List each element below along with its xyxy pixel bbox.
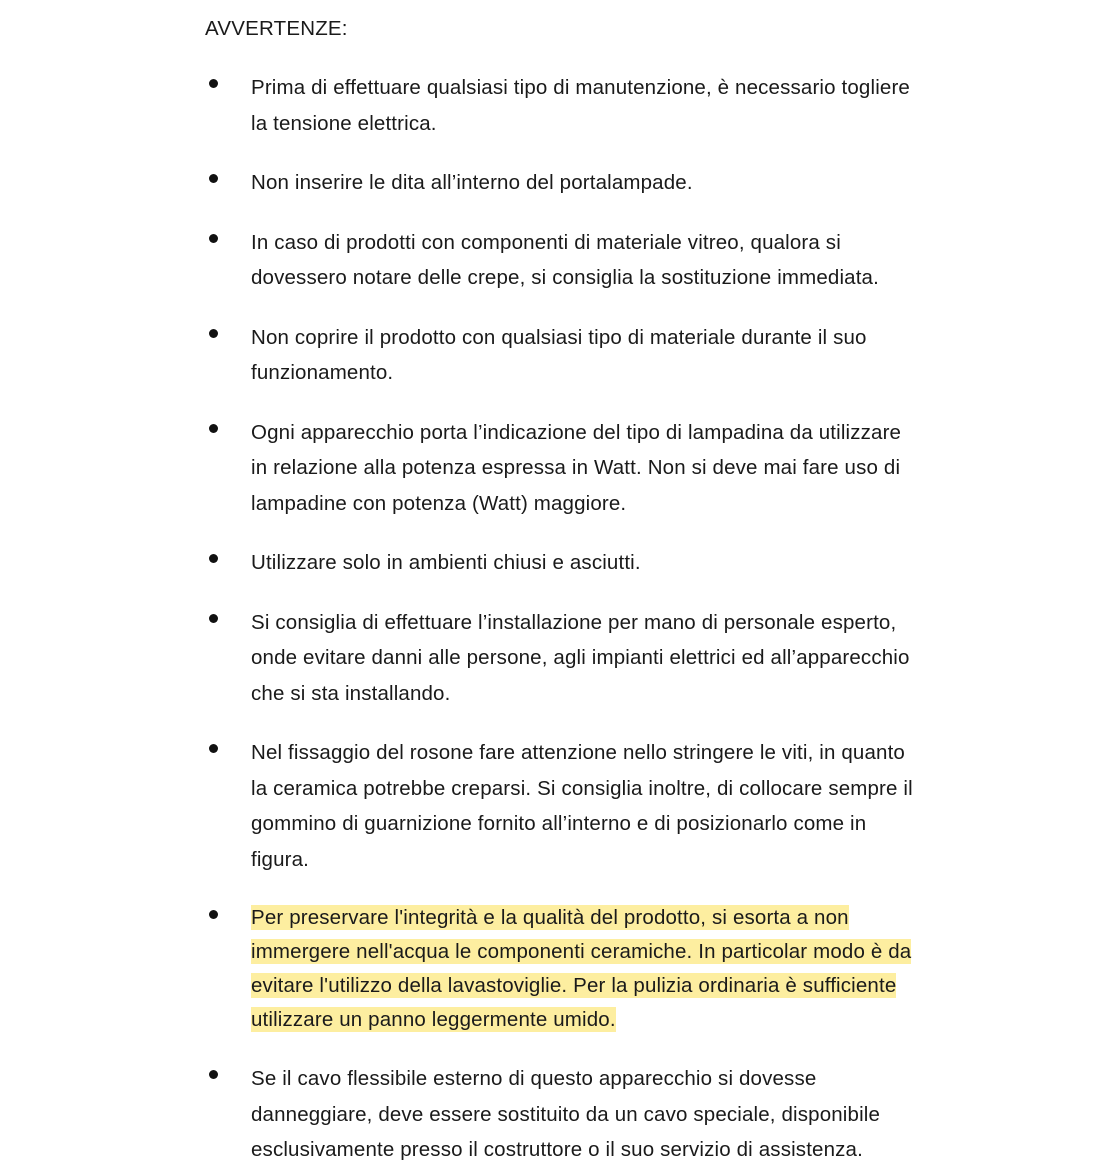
bullet-icon [209,174,218,183]
list-item [205,735,915,877]
list-item-text: Nel fissaggio del rosone fare attenzione nello stringere le viti, in quanto la ceramica potrebbe creparsi. Si consiglia inoltre, di collocare sempre il gommino di guarnizione fornito all’interno e di posizionarlo come in figura. [251,741,913,871]
list-item-text: Se il cavo flessibile esterno di questo apparecchio si dovesse danneggiare, deve essere sostituito da un cavo speciale, disponibile esclusivamente presso il costruttore o il suo servizio di assistenza. [251,1067,881,1161]
list-item [205,605,915,712]
list-item [205,1061,915,1168]
document-body [205,14,915,1168]
list-item-text: Prima di effettuare qualsiasi tipo di manutenzione, è necessario togliere la tensione elettrica. [251,76,910,135]
bullet-icon [209,329,218,338]
list-item [205,415,915,522]
bullet-icon [209,554,218,563]
list-item-text: In caso di prodotti con componenti di materiale vitreo, qualora si dovessero notare delle crepe, si consiglia la sostituzione immediata. [251,230,879,289]
bullet-icon [209,424,218,433]
bullet-icon [209,234,218,243]
list-item-text: Ogni apparecchio porta l’indicazione del tipo di lampadina da utilizzare in relazione alla potenza espressa in Watt. Non si deve mai fare uso di lampadine con potenza (Watt) maggiore. [251,420,902,515]
bullet-icon [209,1070,218,1079]
list-item-text [251,901,915,1037]
list-item-text: Non coprire il prodotto con qualsiasi tipo di materiale durante il suo funzionamento. [251,325,867,384]
bullet-icon [209,614,218,623]
list-item-text: Non inserire le dita all’interno del portalampade. [251,171,693,194]
bullet-icon [209,79,218,88]
list-item [205,225,915,296]
bullet-icon [209,744,218,753]
page-title: AVVERTENZE: [205,17,348,40]
list-item-text: Utilizzare solo in ambienti chiusi e asciutti. [251,551,641,574]
list-item [205,320,915,391]
highlighted-text: Per preservare l'integrità e la qualità del prodotto, si esorta a non immergere nell'acqua le componenti ceramiche. In particolar modo è da evitare l'utilizzo della lavastoviglie. Per la pulizia ordinaria è sufficiente utilizzare un panno leggermente umido. [251,906,912,1031]
bullet-icon [209,910,218,919]
list-item [205,70,915,141]
list-item [205,545,915,581]
list-item [205,165,915,201]
list-item [205,901,915,1037]
list-item-text: Si consiglia di effettuare l’installazione per mano di personale esperto, onde evitare danni alle persone, agli impianti elettrici ed all’apparecchio che si sta installando. [251,610,910,705]
warnings-list [205,70,915,1168]
